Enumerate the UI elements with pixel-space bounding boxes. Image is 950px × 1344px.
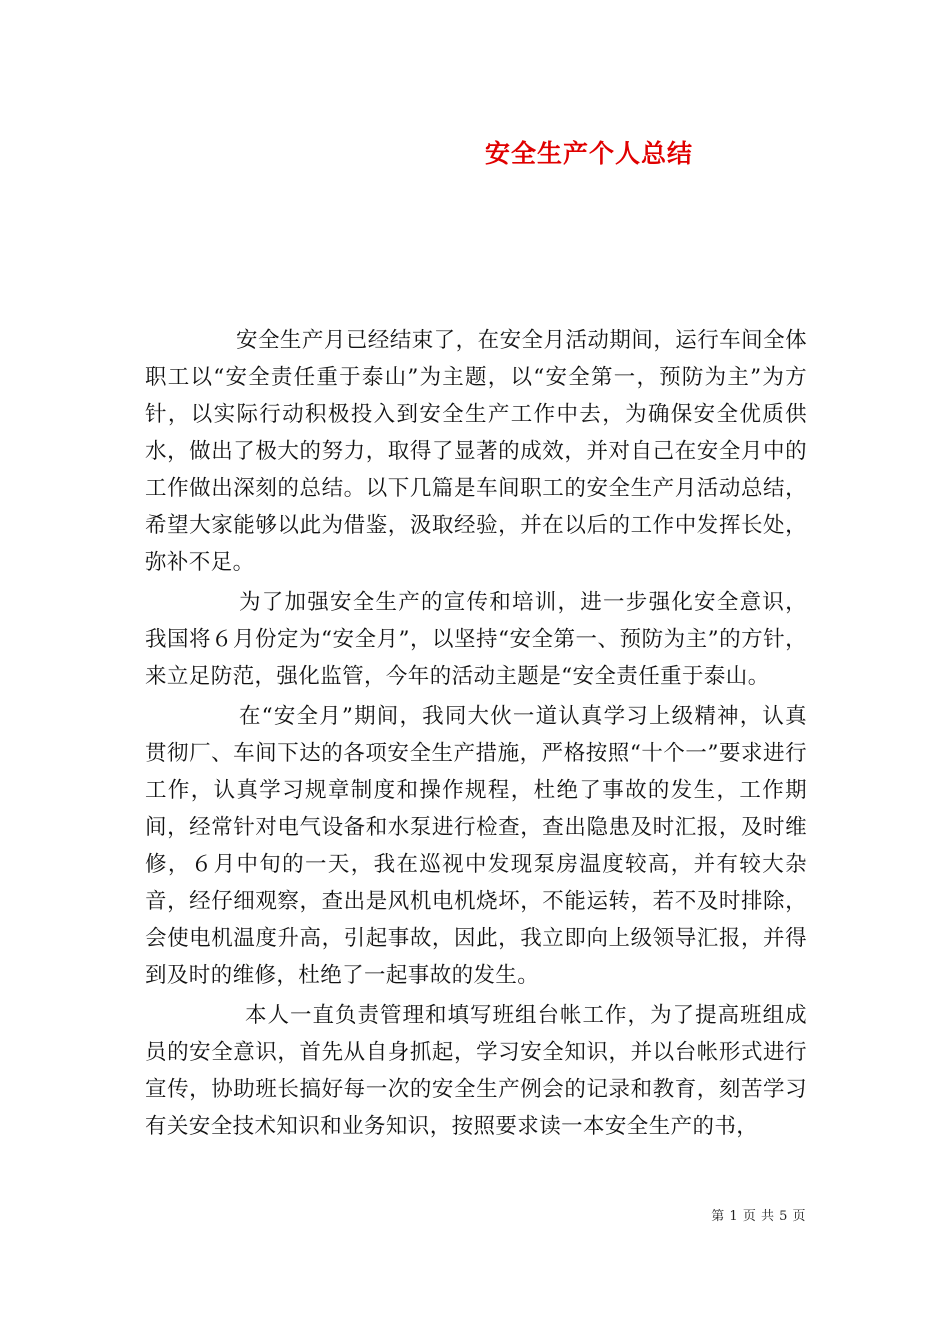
paragraph-1: 安全生产月已经结束了，在安全月活动期间，运行车间全体职工以“安全责任重于泰山”为主题，以“安全第一，预防为主”为方针，以实际行动积极投入到安全生产工作中去，为确保安全优质供水，做出了极大的努力，取得了显著的成效，并对自己在安全月中的工作做出深刻的总结。以下几篇是车间职工的安全生产月活动总结，希望大家能够以此为借鉴，汲取经验，并在以后的工作中发挥长处，弥补不足。 — [145, 328, 807, 575]
paragraph-3: 在“安全月”期间，我同大伙一道认真学习上级精神，认真贯彻厂、车间下达的各项安全生产措施，严格按照“十个一”要求进行工作，认真学习规章制度和操作规程，杜绝了事故的发生，工作期间，经常针对电气设备和水泵进行检查，查出隐患及时汇报，及时维修，６月中旬的一天，我在巡视中发现泵房温度较高，并有较大杂音，经仔细观察，查出是风机电机烧坏，不能运转，若不及时排除，会使电机温度升高，引起事故，因此，我立即向上级领导汇报，并得到及时的维修，杜绝了一起事故的发生。 — [145, 704, 807, 988]
document-title: 安全生产个人总结 — [484, 139, 693, 168]
document-body — [145, 322, 807, 1145]
paragraph-4: 本人一直负责管理和填写班组台帐工作，为了提高班组成员的安全意识，首先从自身抓起，学习安全知识，并以台帐形式进行宣传，协助班长搞好每一次的安全生产例会的记录和教育，刻苦学习有关安全技术知识和业务知识，按照要求读一本安全生产的书， — [145, 1003, 807, 1139]
page-number: 第 1 页 共 5 页 — [711, 1209, 806, 1224]
paragraph-2: 为了加强安全生产的宣传和培训，进一步强化安全意识，我国将６月份定为“安全月”，以坚持“安全第一、预防为主”的方针，来立足防范，强化监管，今年的活动主题是“安全责任重于泰山。 — [145, 590, 807, 689]
